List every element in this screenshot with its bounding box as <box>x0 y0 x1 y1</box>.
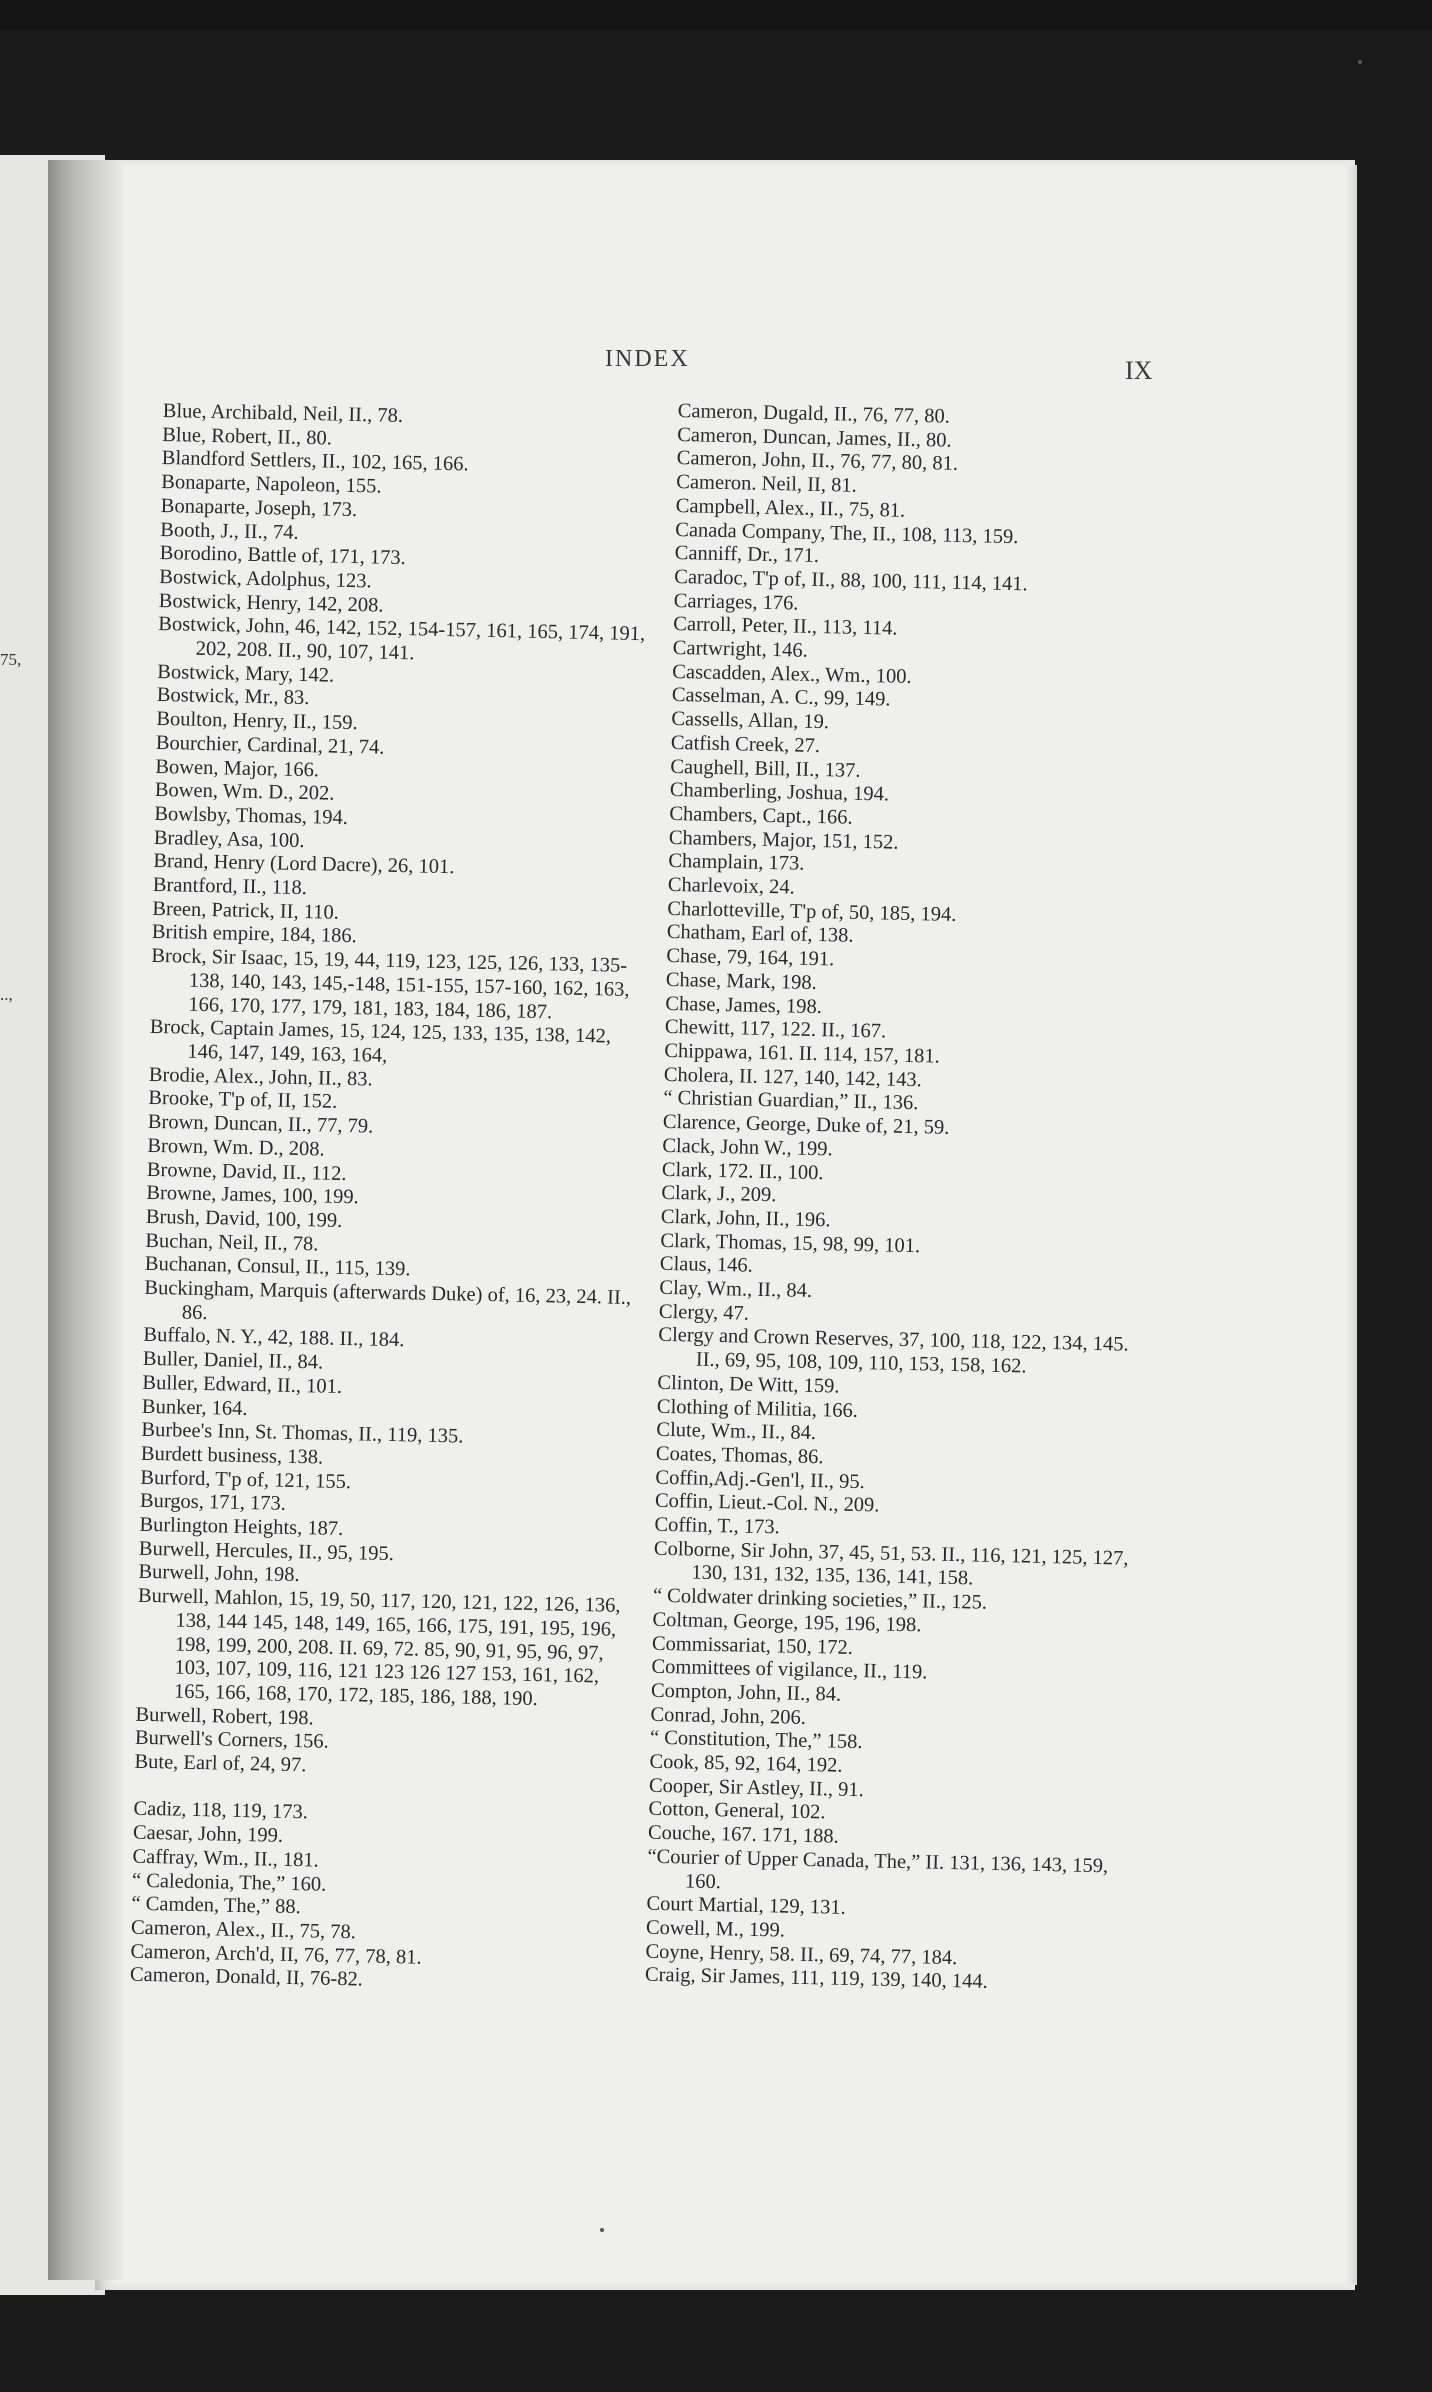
index-entry: Bostwick, Henry, 142, 208. <box>158 589 384 617</box>
index-column-right <box>645 400 1173 1998</box>
index-entry: Cartwright, 146. <box>672 636 808 662</box>
index-entry: Buller, Edward, II., 101. <box>142 1371 343 1398</box>
index-entry: Canniff, Dr., 171. <box>674 542 820 568</box>
index-entry: Cadiz, 118, 119, 173. <box>133 1798 309 1824</box>
index-entry: Brantford, II., 118. <box>152 873 308 900</box>
index-entry: Clinton, De Witt, 159. <box>657 1371 840 1398</box>
index-entry: Charlotteville, T'p of, 50, 185, 194. <box>667 897 957 926</box>
index-entry: Cascadden, Alex., Wm., 100. <box>672 660 912 688</box>
index-entry: Bostwick, Mary, 142. <box>157 660 335 687</box>
index-entry: Borodino, Battle of, 171, 173. <box>159 542 406 570</box>
index-entry: Buffalo, N. Y., 42, 188. II., 184. <box>143 1324 405 1352</box>
index-entry: Craig, Sir James, 111, 119, 139, 140, 144. <box>644 1964 988 1994</box>
index-entry: Clark, 172. II., 100. <box>661 1158 824 1184</box>
index-entry: Chambers, Capt., 166. <box>669 802 853 829</box>
index-entry: Breen, Patrick, II, 110. <box>152 897 340 924</box>
index-entry: Burwell, Hercules, II., 95, 195. <box>138 1537 395 1565</box>
index-entry: Conrad, John, 206. <box>650 1703 807 1729</box>
index-entry: Catfish Creek, 27. <box>670 731 821 757</box>
index-entry: Caffray, Wm., II., 181. <box>132 1845 320 1872</box>
index-entry: Clarence, George, Duke of, 21, 59. <box>662 1110 950 1139</box>
index-entry: Coates, Thomas, 86. <box>655 1442 824 1469</box>
index-entry: Caradoc, T'p of, II., 88, 100, 111, 114, 141. <box>674 565 1028 596</box>
index-entry: Champlain, 173. <box>668 850 805 876</box>
index-entry: Clark, J., 209. <box>661 1182 777 1207</box>
index-column-left <box>130 400 663 1998</box>
index-entry: Burwell, Mahlon, 15, 19, 50, 117, 120, 121, 122, 126, 136, 138, 144 145, 148, 149, 165, 166, 175, 191, 195, 196, 198, 199, 200, 208. II. 69, 72. 85, 90, 91, 95, 96, 97, 103, 107, 109, 116, 121 123 126 127 153, 161, 162, 165, 166, 168, 170, 172, 185, 186, 188, 190. <box>137 1584 621 1711</box>
index-entry: Burdett business, 138. <box>140 1442 324 1469</box>
index-entry: Buchanan, Consul, II., 115, 139. <box>144 1253 411 1281</box>
index-entry: Bowen, Wm. D., 202. <box>154 779 335 805</box>
index-entry: Coffin, Lieut.-Col. N., 209. <box>654 1490 880 1517</box>
index-entry: Coffin,Adj.-Gen'l, II., 95. <box>655 1466 866 1493</box>
index-entry: Blue, Robert, II., 80. <box>162 423 333 450</box>
index-entry: Court Martial, 129, 131. <box>646 1892 846 1920</box>
index-entry: Compton, John, II., 84. <box>650 1679 842 1706</box>
index-entry: Clack, John W., 199. <box>662 1134 833 1161</box>
index-entry: Carroll, Peter, II., 113, 114. <box>673 613 898 640</box>
index-entry: Boulton, Henry, II., 159. <box>156 708 358 735</box>
index-entry: Buchan, Neil, II., 78. <box>145 1229 319 1256</box>
index-entry: Cameron, John, II., 76, 77, 80, 81. <box>676 447 959 476</box>
index-entry: Burford, T'p of, 121, 155. <box>140 1466 352 1493</box>
index-entry: Blandford Settlers, II., 102, 165, 166. <box>161 447 469 476</box>
index-entry: Brock, Captain James, 15, 124, 125, 133, 135, 138, 142, 146, 147, 149, 163, 164, <box>149 1016 612 1067</box>
index-entry: Coyne, Henry, 58. II., 69, 74, 77, 184. <box>645 1940 958 1969</box>
index-entry: Bonaparte, Joseph, 173. <box>160 494 358 521</box>
index-entry: Booth, J., II., 74. <box>160 518 299 544</box>
index-entry: Brown, Wm. D., 208. <box>147 1134 325 1161</box>
index-entry: Chambers, Major, 151, 152. <box>668 826 899 854</box>
index-entry: Burwell, John, 198. <box>138 1561 300 1587</box>
index-entry: Coffin, T., 173. <box>654 1513 780 1539</box>
index-entry: Casselman, A. C., 99, 149. <box>671 684 891 711</box>
index-entry: Clergy, 47. <box>658 1300 750 1325</box>
index-entry: Brooke, T'p of, II, 152. <box>148 1087 338 1114</box>
index-entry: Chatham, Earl of, 138. <box>666 921 854 948</box>
index-entry: “ Constitution, The,” 158. <box>649 1727 863 1754</box>
page-edge <box>1345 165 1357 2285</box>
index-entry: Burgos, 171, 173. <box>139 1490 287 1516</box>
index-entry: Buller, Daniel, II., 84. <box>142 1347 324 1374</box>
index-entry: Carriages, 176. <box>673 589 799 615</box>
index-entry: Blue, Archibald, Neil, II., 78. <box>162 400 404 428</box>
index-entry: Burbee's Inn, St. Thomas, II., 119, 135. <box>141 1419 464 1448</box>
page-gutter-shadow <box>48 160 123 2280</box>
index-entry: Caughell, Bill, II., 137. <box>670 755 861 782</box>
index-entry: Cameron. Neil, II, 81. <box>676 471 857 497</box>
index-entry: Chase, James, 198. <box>665 992 823 1018</box>
index-entry: Bostwick, Mr., 83. <box>156 684 310 710</box>
index-entry: Campbell, Alex., II., 75, 81. <box>675 494 906 522</box>
index-entry: Clay, Wm., II., 84. <box>659 1276 813 1303</box>
index-entry: British empire, 184, 186. <box>151 921 358 948</box>
index-entry: Cholera, II. 127, 140, 142, 143. <box>663 1063 922 1091</box>
index-entry: Browne, James, 100, 199. <box>146 1182 359 1209</box>
index-entry: Clute, Wm., II., 84. <box>656 1419 817 1445</box>
page-number: IX <box>1125 356 1153 385</box>
index-entry: Chamberling, Joshua, 194. <box>669 779 890 806</box>
index-entry: Charlevoix, 24. <box>667 873 796 899</box>
facing-page-fragment: 75, <box>0 650 22 669</box>
index-entry: Cameron, Alex., II., 75, 78. <box>130 1916 357 1944</box>
index-entry: Clark, John, II., 196. <box>660 1205 831 1232</box>
index-entry: Canada Company, The, II., 108, 113, 159. <box>675 518 1019 548</box>
index-entry: Cook, 85, 92, 164, 192. <box>649 1750 843 1777</box>
index-entry: Bostwick, John, 46, 142, 152, 154-157, 161, 165, 174, 191, 202, 208. II., 90, 107, 141. <box>158 613 646 665</box>
index-entry: Bonaparte, Napoleon, 155. <box>161 471 382 498</box>
index-entry: Clergy and Crown Reserves, 37, 100, 118, 122, 134, 145. II., 69, 95, 108, 109, 110, 153, 158, 162. <box>658 1324 1129 1378</box>
index-entry: Clark, Thomas, 15, 98, 99, 101. <box>660 1229 921 1257</box>
index-entry: Chewitt, 117, 122. II., 167. <box>664 1016 887 1043</box>
index-entry: “Courier of Upper Canada, The,” II. 131, 136, 143, 159, 160. <box>647 1845 1109 1893</box>
index-entry: Bunker, 164. <box>141 1395 248 1420</box>
index-entry: “ Coldwater drinking societies,” II., 125. <box>652 1584 988 1614</box>
index-entry: Brodie, Alex., John, II., 83. <box>148 1063 373 1091</box>
index-entry: Colborne, Sir John, 37, 45, 51, 53. II., 116, 121, 125, 127, 130, 131, 132, 135, 136, 141, 158. <box>653 1537 1129 1590</box>
index-entry: Cowell, M., 199. <box>645 1916 786 1942</box>
index-entry: Bradley, Asa, 100. <box>153 826 305 852</box>
dust-speck <box>600 2228 604 2232</box>
index-entry: Cooper, Sir Astley, II., 91. <box>648 1774 864 1801</box>
index-entry: Brock, Sir Isaac, 15, 19, 44, 119, 123, 125, 126, 133, 135-138, 140, 143, 145,-148, 151-155, 157-160, 162, 163, 166, 170, 177, 179, 181, 183, 184, 186, 187. <box>151 945 630 1023</box>
index-entry: Burlington Heights, 187. <box>139 1513 344 1541</box>
index-entry: Couche, 167. 171, 188. <box>647 1821 839 1848</box>
index-entry: Brand, Henry (Lord Dacre), 26, 101. <box>153 850 455 879</box>
index-entry: Chase, 79, 164, 191. <box>666 945 835 971</box>
dust-speck <box>1358 60 1362 64</box>
index-entry: Browne, David, II., 112. <box>146 1158 347 1185</box>
index-entry: Cassells, Allan, 19. <box>671 708 830 734</box>
index-entry: Coltman, George, 195, 196, 198. <box>652 1608 922 1637</box>
index-entry: “ Christian Guardian,” II., 136. <box>663 1087 919 1115</box>
index-entry: Bute, Earl of, 24, 97. <box>134 1750 307 1777</box>
index-entry: “ Caledonia, The,” 160. <box>131 1869 327 1896</box>
index-entry: Chase, Mark, 198. <box>665 968 817 994</box>
index-entry: Committees of vigilance, II., 119. <box>651 1655 928 1684</box>
index-entry: Cameron, Dugald, II., 76, 77, 80. <box>677 400 951 428</box>
index-entry: Brush, David, 100, 199. <box>145 1205 343 1232</box>
facing-page-fragment: .., <box>0 985 13 1004</box>
index-entry: Bowlsby, Thomas, 194. <box>154 802 349 829</box>
index-entry: Brown, Duncan, II., 77, 79. <box>147 1110 374 1138</box>
index-entry: Cotton, General, 102. <box>648 1798 826 1824</box>
index-entry: Caesar, John, 199. <box>132 1821 284 1847</box>
index-entry: Bowen, Major, 166. <box>155 755 320 781</box>
index-entry: Burwell, Robert, 198. <box>135 1703 314 1730</box>
index-entry: Commissariat, 150, 172. <box>651 1632 854 1659</box>
index-entry: Cameron, Arch'd, II, 76, 77, 78, 81. <box>130 1940 422 1969</box>
page-title: INDEX <box>605 346 690 372</box>
index-entry: Buckingham, Marquis (afterwards Duke) of, 16, 23, 24. II., 86. <box>144 1276 632 1324</box>
index-entry: “ Camden, The,” 88. <box>131 1892 301 1919</box>
index-entry: Burwell's Corners, 156. <box>134 1727 330 1754</box>
index-entry: Bostwick, Adolphus, 123. <box>159 565 372 593</box>
index-entry: Cameron, Duncan, James, II., 80. <box>677 423 952 452</box>
index-entry: Chippawa, 161. II. 114, 157, 181. <box>664 1039 940 1068</box>
index-entry: Claus, 146. <box>659 1253 753 1278</box>
index-entry: Cameron, Donald, II, 76-82. <box>129 1964 364 1991</box>
index-entry: Bourchier, Cardinal, 21, 74. <box>155 731 385 759</box>
index-entry: Clothing of Militia, 166. <box>656 1395 859 1422</box>
